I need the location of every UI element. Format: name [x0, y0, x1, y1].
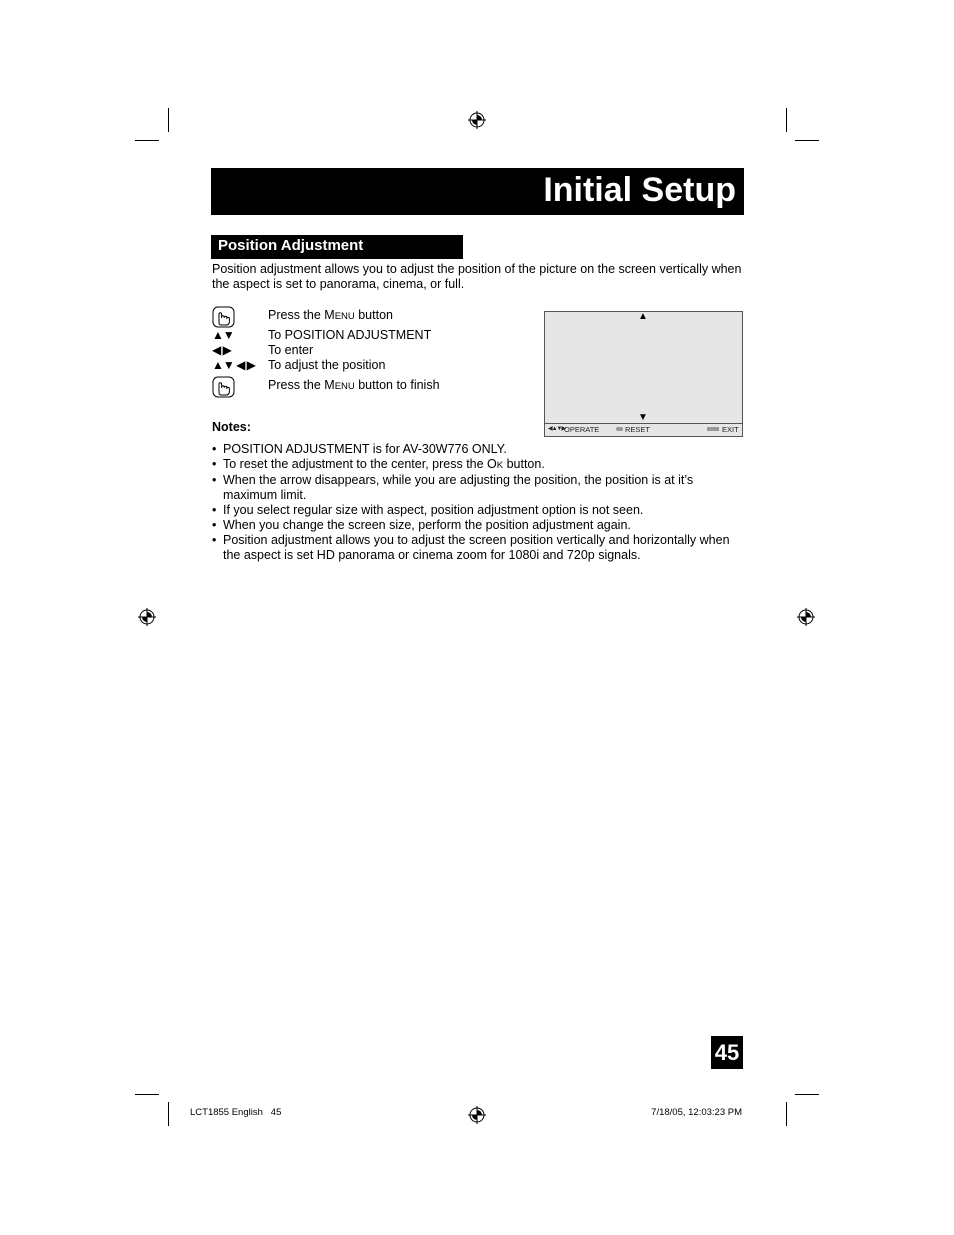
step-text: Press the M [268, 378, 335, 392]
notes-title: Notes: [212, 420, 251, 434]
notes-list [212, 442, 742, 563]
screen-footer [545, 423, 742, 436]
note-text: If you select regular size with aspect, position adjustment option is not seen. [223, 503, 644, 517]
crop-mark [795, 140, 819, 141]
menu-small-caps: ENU [334, 311, 355, 322]
note-text: To reset the adjustment to the center, press the O [223, 457, 497, 471]
print-slug-left: LCT1855 English 45 [190, 1107, 282, 1118]
step-text: button to finish [354, 378, 440, 392]
intro-paragraph: Position adjustment allows you to adjust the position of the picture on the screen vertically when the aspect is set to panorama, cinema, or full. [212, 262, 742, 291]
left-right-arrows-icon: ◀ ▶ [212, 343, 231, 357]
crop-mark [135, 140, 159, 141]
down-arrow-icon: ▼ [638, 412, 648, 423]
exit-label: EXIT [722, 425, 739, 434]
tv-screen-illustration [544, 311, 743, 437]
note-item [212, 518, 742, 533]
crop-mark [135, 1094, 159, 1095]
step-text: To enter [268, 343, 314, 357]
crop-mark [786, 108, 787, 132]
print-slug-right: 7/18/05, 12:03:23 PM [651, 1107, 742, 1118]
menu-small-caps: ENU [334, 381, 355, 392]
note-item [212, 457, 742, 473]
note-text: Position adjustment allows you to adjust the screen position vertically and horizontally when the aspect is set HD panorama or cinema zoom for 1080i and 720p signals. [223, 533, 730, 562]
section-header [211, 235, 463, 259]
note-item [212, 503, 742, 518]
note-item [212, 533, 742, 563]
four-way-arrows-icon: ▲▼ ◀ ▶ [212, 358, 255, 372]
ok-small-caps: K [496, 460, 504, 471]
registration-mark-icon [797, 608, 815, 626]
remote-press-icon [212, 376, 236, 400]
registration-mark-icon [468, 1106, 486, 1124]
operate-arrows-icon: ◀▲▼▶ [548, 426, 566, 432]
up-down-arrows-icon: ▲▼ [212, 328, 234, 342]
crop-mark [168, 108, 169, 132]
step-text: To POSITION ADJUSTMENT [268, 328, 432, 342]
operate-label: OPERATE [564, 425, 600, 434]
step-text: button [354, 308, 393, 322]
section-title: Position Adjustment [218, 237, 364, 254]
ok-button-icon [616, 427, 623, 431]
note-item [212, 442, 742, 457]
page-title: Initial Setup [543, 171, 736, 209]
note-text: When you change the screen size, perform the position adjustment again. [223, 518, 631, 532]
crop-mark [795, 1094, 819, 1095]
reset-label: RESET [625, 425, 651, 434]
menu-button-icon [707, 427, 719, 431]
note-text: POSITION ADJUSTMENT is for AV-30W776 ONLY. [223, 442, 507, 456]
page-title-bar [211, 168, 744, 215]
step-text: Press the M [268, 308, 335, 322]
remote-press-icon [212, 306, 236, 330]
step-text: To adjust the position [268, 358, 386, 372]
up-arrow-icon: ▲ [638, 311, 648, 322]
crop-mark [786, 1102, 787, 1126]
note-item [212, 473, 742, 503]
registration-mark-icon [468, 111, 486, 129]
note-text: button. [503, 457, 545, 471]
note-text: When the arrow disappears, while you are adjusting the position, the position is at it’s maximum limit. [223, 473, 694, 502]
page-number: 45 [711, 1036, 743, 1069]
registration-mark-icon [138, 608, 156, 626]
crop-mark [168, 1102, 169, 1126]
